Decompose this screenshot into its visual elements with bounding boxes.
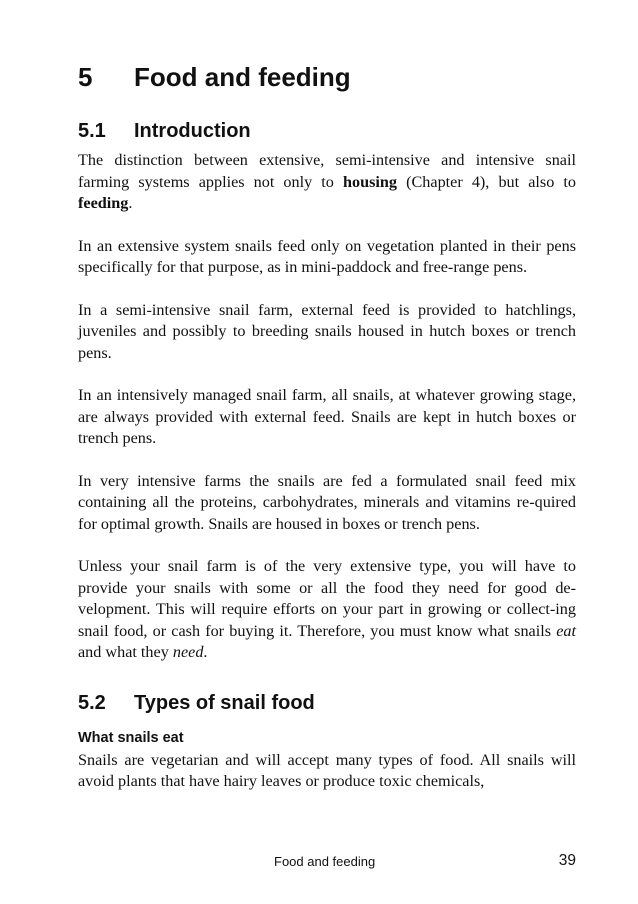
- paragraph-semi-intensive: In a semi-intensive snail farm, external feed is provided to hatchlings, juveniles and possibly to breeding snails housed in hutch boxes or trench pens.: [78, 300, 576, 362]
- italic-term-need: need: [172, 643, 204, 661]
- footer-running-title: Food and feeding: [274, 854, 376, 869]
- text-run: .: [128, 194, 133, 212]
- section-title: Types of snail food: [134, 691, 315, 714]
- section-heading-introduction: [78, 118, 576, 144]
- paragraph-unless: [78, 556, 576, 664]
- paragraph-vegetarian: Snails are vegetarian and will accept many types of food. All snails will avoid plants that have hairy leaves or produce toxic chemicals,: [78, 750, 576, 790]
- text-run: The distinction between extensive, semi-intensive and intensive snail farming systems applies not only to: [78, 151, 576, 191]
- paragraph-extensive: In an extensive system snails feed only on vegetation planted in their pens specifically for that purpose, as in mini-paddock and free-range pens.: [78, 236, 576, 276]
- text-run: (Chapter 4), but also to: [397, 172, 576, 191]
- text-run: and what they: [78, 643, 173, 661]
- chapter-heading: [78, 60, 576, 94]
- section-number: 5.1: [78, 120, 106, 142]
- section-number: 5.2: [78, 691, 106, 714]
- text-run: Unless your snail farm is of the very extensive type, you will have to provide your snails with some or all the food they need for good de-velopment. This will require efforts on your part in growing or collect-ing snail food, or cash for buying it. Therefore, you must know what snails: [78, 557, 576, 640]
- page-content: [78, 60, 576, 793]
- section-title: Introduction: [134, 120, 251, 142]
- italic-term-eat: eat: [556, 621, 576, 640]
- chapter-title: Food and feeding: [134, 62, 351, 92]
- page-number: 39: [558, 852, 576, 869]
- paragraph-very-intensive: In very intensive farms the snails are fed a formulated snail feed mix containing all the proteins, carbohydrates, minerals and vitamins re-quired for optimal growth. Snails are housed in boxes or trench pens.: [78, 471, 576, 533]
- section-heading-types: [78, 690, 576, 716]
- text-run: .: [203, 643, 208, 661]
- paragraph-distinction: [78, 150, 576, 215]
- chapter-number: 5: [78, 62, 93, 92]
- paragraph-intensive: In an intensively managed snail farm, all snails, at whatever growing stage, are always provided with external feed. Snails are kept in hutch boxes or trench pens.: [78, 386, 576, 447]
- subheading-what-snails-eat: What snails eat: [78, 729, 184, 746]
- bold-term-feeding: feeding: [78, 194, 129, 212]
- bold-term-housing: housing: [343, 172, 397, 191]
- page-footer: [78, 852, 576, 872]
